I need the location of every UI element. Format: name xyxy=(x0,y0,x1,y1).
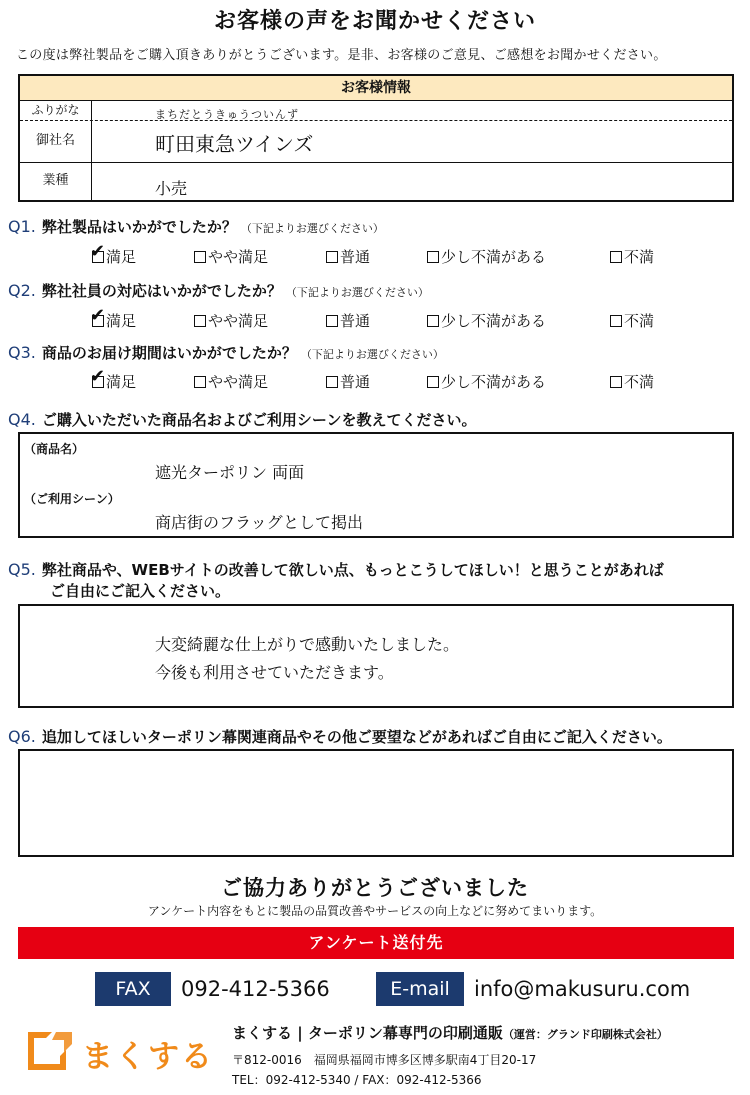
checkbox-icon[interactable] xyxy=(610,251,622,263)
question-3-sub: （下記よりお選びください） xyxy=(300,348,444,361)
q3-option-somewhat-satisfied[interactable] xyxy=(194,371,268,392)
furigana-label: ふりがな xyxy=(20,100,92,120)
industry-label: 業種 xyxy=(20,162,92,200)
question-2-text: 弊社社員の対応はいかがでしたか？ xyxy=(41,282,282,300)
option-label: 満足 xyxy=(106,312,137,330)
question-6-text: 追加してほしいターポリン幕関連商品やその他ご要望などがあればご自由にご記入ください。 xyxy=(41,728,672,746)
q1-option-somewhat-satisfied[interactable] xyxy=(194,246,268,267)
question-6 xyxy=(8,726,672,747)
question-2-number: Q2. xyxy=(8,281,36,300)
customer-info-table xyxy=(18,74,734,202)
company-line xyxy=(232,1022,668,1043)
option-label: 普通 xyxy=(340,248,371,266)
question-6-number: Q6. xyxy=(8,727,36,746)
company-value[interactable]: 町田東急ツインズ xyxy=(155,132,314,156)
furigana-value[interactable]: まちだとうきゅうついんず xyxy=(155,108,299,121)
company-divider xyxy=(20,162,732,163)
checkbox-icon[interactable] xyxy=(90,366,106,388)
customer-info-header: お客様情報 xyxy=(20,76,732,101)
question-1 xyxy=(8,216,384,237)
product-name-label: （商品名） xyxy=(24,442,85,456)
email-tag: E-mail xyxy=(376,972,464,1006)
option-label: 普通 xyxy=(340,373,371,391)
q3-option-satisfied[interactable] xyxy=(90,366,137,392)
makusuru-logo-icon xyxy=(22,1028,78,1072)
option-label: 少し不満がある xyxy=(441,312,547,330)
operator-name: （運営：グランド印刷株式会社） xyxy=(502,1028,668,1041)
question-4-text: ご購入いただいた商品名およびご利用シーンを教えてください。 xyxy=(41,411,477,429)
checkbox-icon[interactable] xyxy=(90,241,106,263)
question-3-text: 商品のお届け期間はいかがでしたか？ xyxy=(41,344,297,362)
question-3-number: Q3. xyxy=(8,343,36,362)
q4-answer-box[interactable] xyxy=(18,432,734,538)
q6-answer-box[interactable] xyxy=(18,749,734,857)
question-2-sub: （下記よりお選びください） xyxy=(285,286,429,299)
option-label: 不満 xyxy=(624,312,655,330)
question-5-line2: ご自由にご記入ください。 xyxy=(50,582,231,600)
q2-option-somewhat-dissatisfied[interactable] xyxy=(427,310,546,331)
question-3 xyxy=(8,342,444,363)
fax-number[interactable]: 092-412-5366 xyxy=(181,977,330,1001)
check-mark-icon: ✔ xyxy=(90,366,106,387)
check-mark-icon: ✔ xyxy=(90,241,106,262)
checkbox-icon[interactable] xyxy=(90,305,106,327)
furigana-divider xyxy=(20,120,732,121)
question-1-text: 弊社製品はいかがでしたか？ xyxy=(41,218,237,236)
checkbox-icon[interactable] xyxy=(610,315,622,327)
product-name-value[interactable]: 遮光ターポリン 両面 xyxy=(155,463,305,482)
checkbox-icon[interactable] xyxy=(326,376,338,388)
q2-option-neutral[interactable] xyxy=(326,310,370,331)
q3-option-neutral[interactable] xyxy=(326,371,370,392)
checkbox-icon[interactable] xyxy=(326,251,338,263)
question-1-sub: （下記よりお選びください） xyxy=(240,222,384,235)
option-label: 少し不満がある xyxy=(441,248,547,266)
q2-option-satisfied[interactable] xyxy=(90,305,137,331)
checkbox-icon[interactable] xyxy=(610,376,622,388)
q2-option-dissatisfied[interactable] xyxy=(610,310,654,331)
q1-option-neutral[interactable] xyxy=(326,246,370,267)
question-4 xyxy=(8,409,477,430)
checkbox-icon[interactable] xyxy=(194,251,206,263)
question-5-number: Q5. xyxy=(8,560,36,579)
q1-option-somewhat-dissatisfied[interactable] xyxy=(427,246,546,267)
check-mark-icon: ✔ xyxy=(90,305,106,326)
q2-option-somewhat-satisfied[interactable] xyxy=(194,310,268,331)
q3-option-somewhat-dissatisfied[interactable] xyxy=(427,371,546,392)
checkbox-icon[interactable] xyxy=(326,315,338,327)
option-label: 満足 xyxy=(106,373,137,391)
checkbox-icon[interactable] xyxy=(194,376,206,388)
thanks-title: ご協力ありがとうございました xyxy=(221,876,529,900)
submission-header-bar: アンケート送付先 xyxy=(18,927,734,959)
usage-scene-label: （ご利用シーン） xyxy=(24,492,120,506)
checkbox-icon[interactable] xyxy=(194,315,206,327)
option-label: やや満足 xyxy=(208,312,269,330)
option-label: 満足 xyxy=(106,248,137,266)
option-label: やや満足 xyxy=(208,248,269,266)
q5-answer-line2[interactable]: 今後も利用させていただきます。 xyxy=(155,663,394,682)
checkbox-icon[interactable] xyxy=(427,315,439,327)
checkbox-icon[interactable] xyxy=(427,251,439,263)
question-2 xyxy=(8,280,429,301)
company-name: まくする | ターポリン幕専門の印刷通販 xyxy=(232,1024,503,1042)
option-label: 不満 xyxy=(624,248,655,266)
q1-option-dissatisfied[interactable] xyxy=(610,246,654,267)
option-label: 少し不満がある xyxy=(441,373,547,391)
option-label: やや満足 xyxy=(208,373,269,391)
industry-value[interactable]: 小売 xyxy=(155,179,188,198)
logo-wordmark: まくする xyxy=(82,1039,214,1075)
question-1-number: Q1. xyxy=(8,217,36,236)
option-label: 不満 xyxy=(624,373,655,391)
question-5 xyxy=(8,559,664,580)
intro-text: この度は弊社製品をご購入頂きありがとうございます。是非、お客様のご意見、ご感想をお聞かせください。 xyxy=(16,48,667,63)
survey-title: お客様の声をお聞かせください xyxy=(213,9,536,34)
checkbox-icon[interactable] xyxy=(427,376,439,388)
fax-tag: FAX xyxy=(95,972,171,1006)
company-tel-fax: TEL：092-412-5340 / FAX：092-412-5366 xyxy=(232,1073,482,1087)
question-5-text-line1: 弊社商品や、WEBサイトの改善して欲しい点、もっとこうしてほしい！と思うことがあれば xyxy=(41,561,664,579)
q5-answer-box[interactable] xyxy=(18,604,734,708)
q5-answer-line1[interactable]: 大変綺麗な仕上がりで感動いたしました。 xyxy=(155,635,460,654)
usage-scene-value[interactable]: 商店街のフラッグとして掲出 xyxy=(155,513,364,532)
q1-option-satisfied[interactable] xyxy=(90,241,137,267)
question-4-number: Q4. xyxy=(8,410,36,429)
thanks-subtitle: アンケート内容をもとに製品の品質改善やサービスの向上などに努めてまいります。 xyxy=(147,904,603,918)
email-address[interactable]: info@makusuru.com xyxy=(474,977,691,1001)
company-label: 御社名 xyxy=(20,120,92,162)
q3-option-dissatisfied[interactable] xyxy=(610,371,654,392)
option-label: 普通 xyxy=(340,312,371,330)
company-address: 〒812-0016 福岡県福岡市博多区博多駅南4丁目20-17 xyxy=(232,1053,537,1067)
